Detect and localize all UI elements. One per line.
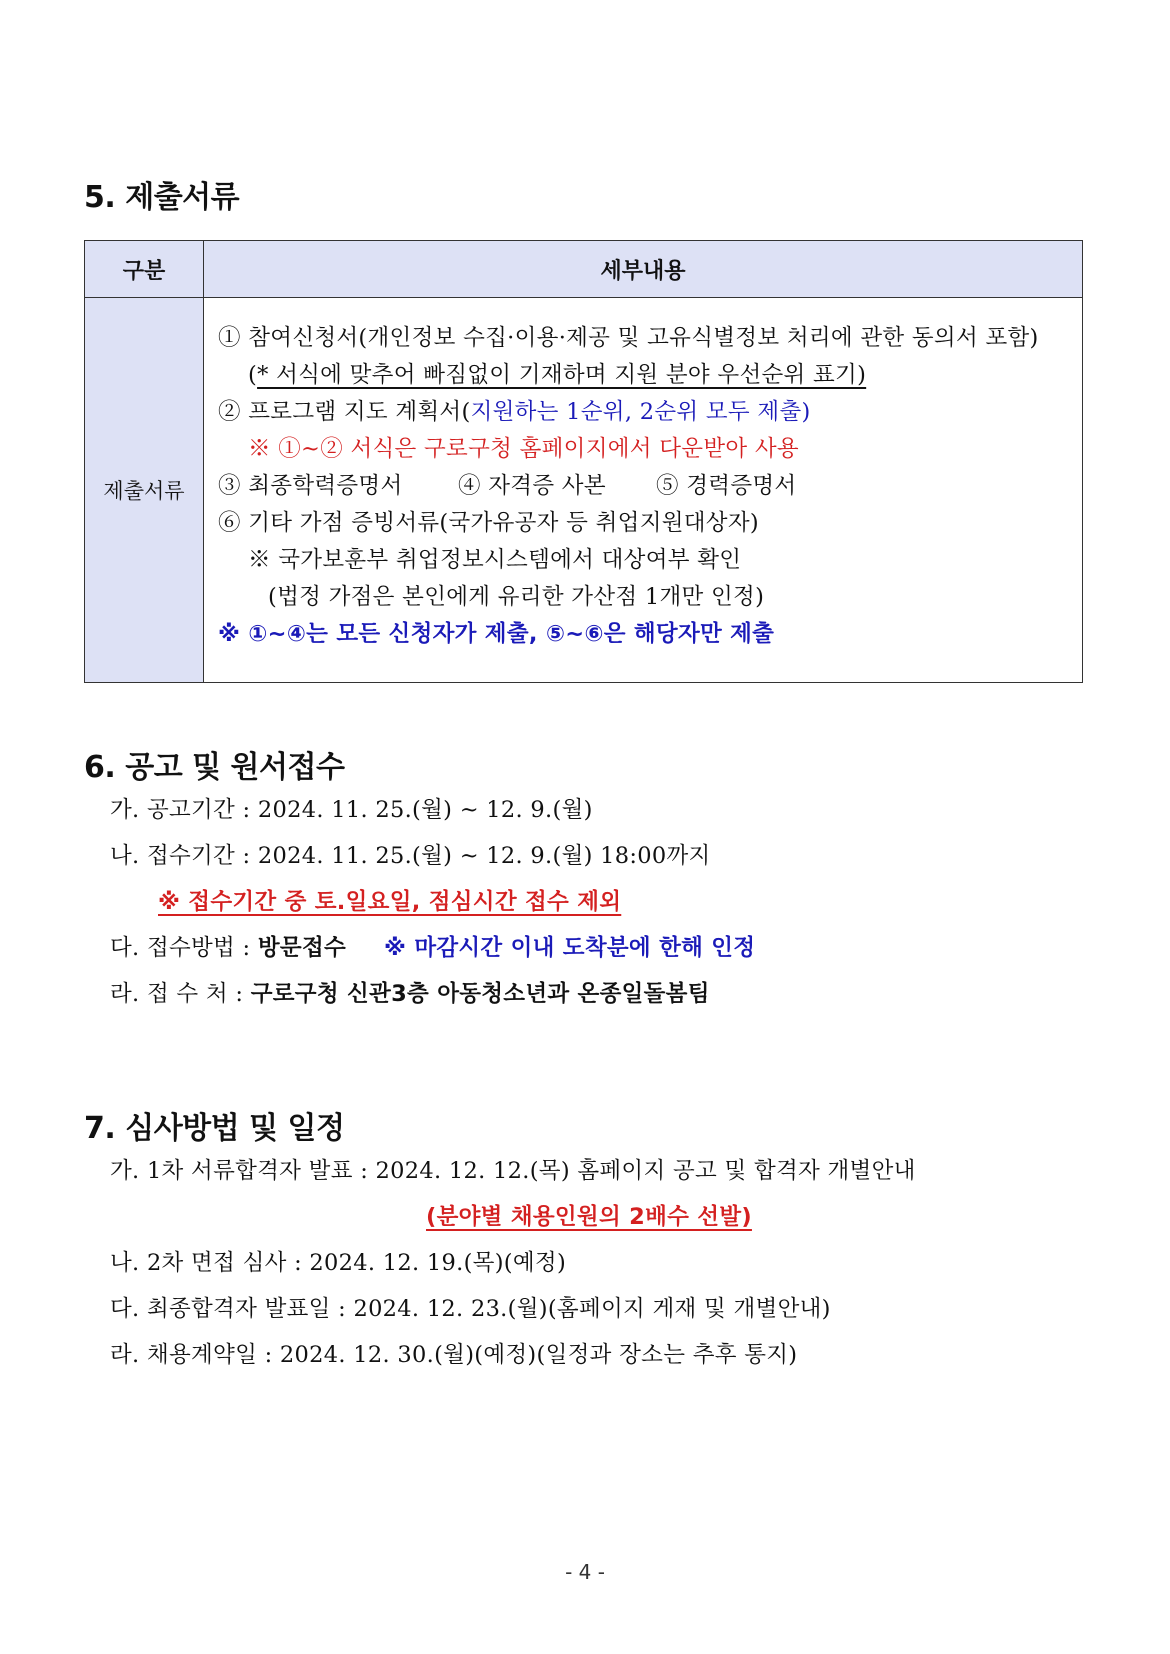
row-label: 제출서류 <box>85 298 204 683</box>
item-1-note-paren: ( <box>248 362 258 388</box>
item-2-text: ② 프로그램 지도 계획서( <box>218 399 471 425</box>
table-header-row <box>85 241 1083 298</box>
item-1-note <box>248 357 866 389</box>
section7-item-c: 다. 최종합격자 발표일 : 2024. 12. 23.(월)(홈페이지 게재 및 개별안내) <box>110 1296 831 1322</box>
section7-title: 7. 심사방법 및 일정 <box>84 1111 345 1146</box>
section6-item-d <box>110 976 710 1008</box>
item-6-note-2: (법정 가점은 본인에게 유리한 가산점 1개만 인정) <box>268 584 765 610</box>
item-2-note: ※ ①~② 서식은 구로구청 홈페이지에서 다운받아 사용 <box>248 436 799 462</box>
section6-title: 6. 공고 및 원서접수 <box>84 750 345 785</box>
row-content <box>204 298 1083 683</box>
item-1-note-text: * 서식에 맞추어 빠짐없이 기재하며 지원 분야 우선순위 표기) <box>257 362 867 388</box>
item-6-note-1: ※ 국가보훈부 취업정보시스템에서 대상여부 확인 <box>248 547 742 573</box>
final-note: ※ ①~④는 모든 신청자가 제출, ⑤~⑥은 해당자만 제출 <box>218 621 775 647</box>
item-2-highlight: 지원하는 1순위, 2순위 모두 제출) <box>470 399 811 425</box>
section6-item-b: 나. 접수기간 : 2024. 11. 25.(월) ~ 12. 9.(월) 18:00까지 <box>110 843 711 869</box>
page-number: - 4 - <box>565 1560 605 1584</box>
documents-table <box>84 240 1083 683</box>
section6-item-c <box>110 930 755 962</box>
section7-item-a: 가. 1차 서류합격자 발표 : 2024. 12. 12.(목) 홈페이지 공고 및 합격자 개별안내 <box>110 1158 916 1184</box>
item-6: ⑥ 기타 가점 증빙서류(국가유공자 등 취업지원대상자) <box>218 510 759 536</box>
section7-item-d: 라. 채용계약일 : 2024. 12. 30.(월)(예정)(일정과 장소는 추후 통지) <box>110 1342 798 1368</box>
item-1: ① 참여신청서(개인정보 수집·이용·제공 및 고유식별정보 처리에 관한 동의서 포함) <box>218 325 1039 351</box>
header-category: 구분 <box>85 241 204 298</box>
item-4: ④ 자격증 사본 <box>458 473 606 499</box>
item-3: ③ 최종학력증명서 <box>218 473 403 499</box>
section6-item-a: 가. 공고기간 : 2024. 11. 25.(월) ~ 12. 9.(월) <box>110 797 593 823</box>
section6-item-c-note: ※ 마감시간 이내 도착분에 한해 인정 <box>384 935 756 961</box>
table-row <box>85 298 1083 683</box>
section7-item-b: 나. 2차 면접 심사 : 2024. 12. 19.(목)(예정) <box>110 1250 567 1276</box>
section7-item-a-note: (분야별 채용인원의 2배수 선발) <box>426 1204 752 1230</box>
section6-item-c-label: 다. 접수방법 : <box>110 935 258 961</box>
section6-item-d-value: 구로구청 신관3층 아동청소년과 온종일돌봄팀 <box>250 981 710 1007</box>
header-details: 세부내용 <box>204 241 1083 298</box>
section5-title: 5. 제출서류 <box>84 180 240 215</box>
section6-item-b-note: ※ 접수기간 중 토.일요일, 점심시간 접수 제외 <box>158 889 622 915</box>
item-2 <box>218 394 811 426</box>
item-5: ⑤ 경력증명서 <box>656 473 797 499</box>
section6-item-d-label: 라. 접 수 처 : <box>110 981 251 1007</box>
section6-item-c-value: 방문접수 <box>257 935 347 961</box>
